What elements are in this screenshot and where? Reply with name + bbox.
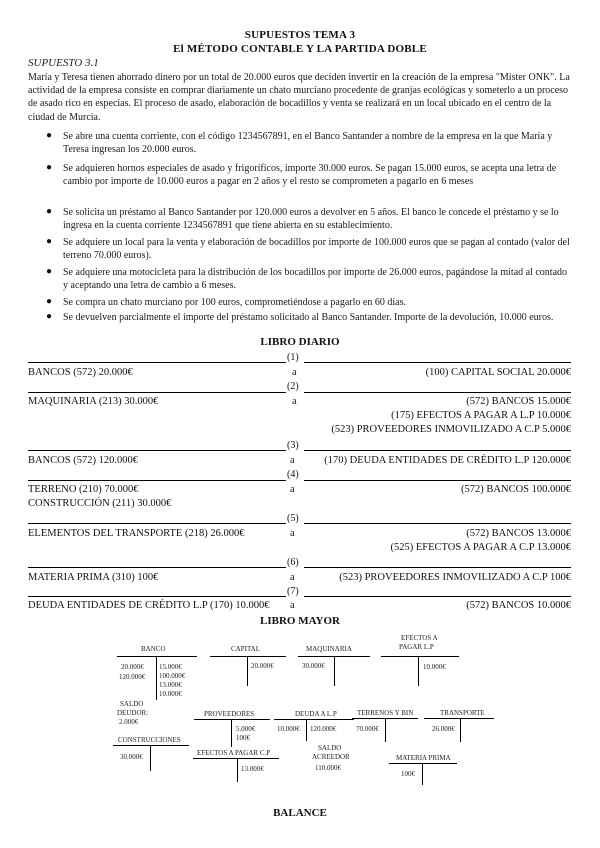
separator-line bbox=[28, 567, 286, 568]
t-account-name: CONSTRUCCIONES bbox=[118, 736, 181, 744]
saldo-acreedor-label: ACREEDOR bbox=[312, 753, 350, 761]
haber-value: 10.000€ bbox=[159, 690, 182, 698]
bullet-item: Se abre una cuenta corriente, con el código 1234567891, en el Banco Santander a nombre de la empresa en la que María y Teresa ingresan los 20.000 euros. bbox=[63, 131, 553, 155]
t-account-vline bbox=[247, 656, 248, 686]
separator-line bbox=[28, 596, 286, 597]
document-subtitle: El MÉTODO CONTABLE Y LA PARTIDA DOBLE bbox=[173, 43, 427, 55]
credit-line: (523) PROVEEDORES INMOVILIZADO A C.P 5.000€ bbox=[331, 424, 571, 435]
t-account-hline bbox=[117, 656, 197, 657]
saldo-deudor-label: DEUDOR: bbox=[117, 709, 149, 717]
t-account-name: TRANSPORTE bbox=[440, 709, 485, 717]
debit-line: BANCOS (572) 120.000€ bbox=[28, 455, 138, 466]
t-account-name: MAQUINARIA bbox=[306, 645, 352, 653]
t-account-vline bbox=[306, 719, 307, 741]
t-account-vline bbox=[422, 763, 423, 785]
debit-line: MAQUINARIA (213) 30.000€ bbox=[28, 396, 159, 407]
haber-value: 20.000€ bbox=[251, 662, 274, 670]
debe-value: 20.000€ bbox=[121, 663, 144, 671]
t-account-name: EFECTOS A bbox=[401, 634, 438, 642]
t-account-hline bbox=[274, 719, 354, 720]
bullet-icon: ● bbox=[46, 266, 53, 277]
debe-value: 30.000€ bbox=[302, 662, 325, 670]
separator-line bbox=[304, 567, 571, 568]
t-account-hline bbox=[193, 758, 279, 759]
t-account-vline bbox=[418, 656, 419, 686]
separator-line bbox=[28, 523, 286, 524]
bullet-item: Se solicita un préstamo al Banco Santander por 120.000 euros a devolver en 5 años. El banco le concede el préstamo y se lo ingresa en la cuenta corriente 1234567891 que tiene abierta en su establecimiento. bbox=[63, 207, 559, 231]
credit-line: (100) CAPITAL SOCIAL 20.000€ bbox=[425, 367, 571, 378]
t-account-name: MATERIA PRIMA bbox=[396, 754, 451, 762]
t-account-hline bbox=[389, 763, 457, 764]
credit-line: (572) BANCOS 100.000€ bbox=[461, 484, 571, 495]
separator-line bbox=[28, 480, 286, 481]
t-account-vline bbox=[156, 656, 157, 700]
credit-line: (170) DEUDA ENTIDADES DE CRÉDITO L.P 120.000€ bbox=[324, 455, 571, 466]
separator-line bbox=[304, 596, 571, 597]
bullet-item: Se devuelven parcialmente el importe del préstamo solicitado al Banco Santander. Importe de la devolución, 10.000 euros. bbox=[63, 312, 554, 323]
a-connector: a bbox=[290, 572, 295, 583]
separator-line bbox=[304, 392, 571, 393]
a-connector: a bbox=[290, 484, 295, 495]
t-account-vline bbox=[460, 718, 461, 742]
separator-line bbox=[28, 362, 286, 363]
debit-line: ELEMENTOS DEL TRANSPORTE (218) 26.000€ bbox=[28, 528, 245, 539]
t-account-name: BANCO bbox=[141, 645, 166, 653]
a-connector: a bbox=[290, 455, 295, 466]
credit-line: (525) EFECTOS A PAGAR A C.P 13.000€ bbox=[390, 542, 571, 553]
separator-line bbox=[304, 523, 571, 524]
entry-number: (2) bbox=[287, 381, 299, 392]
libro-mayor-title: LIBRO MAYOR bbox=[260, 615, 340, 627]
t-account-name: CAPITAL bbox=[231, 645, 260, 653]
a-connector: a bbox=[292, 396, 297, 407]
saldo-acreedor-label: SALDO bbox=[318, 744, 342, 752]
haber-value: 100€ bbox=[236, 734, 250, 742]
t-account-name: PROVEEDORES bbox=[204, 710, 255, 718]
t-account-name: DEUDA A L.P bbox=[295, 710, 337, 718]
libro-diario-title: LIBRO DIARIO bbox=[260, 336, 340, 348]
entry-number: (6) bbox=[287, 557, 299, 568]
t-account-name: EFECTOS A PAGAR C.P bbox=[197, 749, 271, 757]
bullet-icon: ● bbox=[46, 162, 53, 173]
separator-line bbox=[28, 392, 286, 393]
debe-value: 120.000€ bbox=[119, 673, 146, 681]
t-account-hline bbox=[424, 718, 494, 719]
separator-line bbox=[304, 450, 571, 451]
bullet-icon: ● bbox=[46, 130, 53, 141]
haber-value: 13.000€ bbox=[241, 765, 264, 773]
haber-value: 15.000€ bbox=[159, 663, 182, 671]
t-account-name: PAGAR L.P bbox=[399, 643, 434, 651]
t-account-hline bbox=[194, 719, 270, 720]
bullet-icon: ● bbox=[46, 206, 53, 217]
credit-line: (175) EFECTOS A PAGAR A L.P 10.000€ bbox=[391, 410, 571, 421]
t-account-hline bbox=[113, 745, 189, 746]
debe-value: 100€ bbox=[401, 770, 415, 778]
t-account-hline bbox=[381, 656, 459, 657]
bullet-icon: ● bbox=[46, 236, 53, 247]
haber-value: 5.000€ bbox=[236, 725, 256, 733]
debit-line: BANCOS (572) 20.000€ bbox=[28, 367, 133, 378]
entry-number: (3) bbox=[287, 440, 299, 451]
balance-title: BALANCE bbox=[273, 807, 327, 819]
saldo-deudor-label: SALDO bbox=[120, 700, 144, 708]
haber-value: 120.000€ bbox=[310, 725, 337, 733]
separator-line bbox=[28, 450, 286, 451]
document-title: SUPUESTOS TEMA 3 bbox=[244, 29, 356, 41]
saldo-acreedor-value: 110.000€ bbox=[315, 764, 341, 772]
debit-line: DEUDA ENTIDADES DE CRÉDITO L.P (170) 10.000€ bbox=[28, 600, 270, 611]
debit-line: TERRENO (210) 70.000€ bbox=[28, 484, 139, 495]
separator-line bbox=[304, 362, 571, 363]
credit-line: (572) BANCOS 13.000€ bbox=[466, 528, 571, 539]
haber-value: 13.000€ bbox=[159, 681, 182, 689]
exercise-label: SUPUESTO 3.1 bbox=[28, 57, 99, 69]
t-account-hline bbox=[210, 656, 286, 657]
bullet-item: Se adquiere un local para la venta y elaboración de bocadillos por importe de 100.000 euros que se pagan al contado (valor del terreno 70.000 euros). bbox=[63, 237, 570, 261]
bullet-icon: ● bbox=[46, 296, 53, 307]
haber-value: 100.000€ bbox=[159, 672, 186, 680]
a-connector: a bbox=[290, 600, 295, 611]
bullet-item: Se adquieren hornos especiales de asado y frigoríficos, importe 30.000 euros. Se pagan 15.000 euros, se acepta una letra de cambio por importe de 10.000 euros a pagar en 2 años y el resto se comprometen a pagarlo en 6 meses bbox=[63, 163, 557, 187]
entry-number: (5) bbox=[287, 513, 299, 524]
a-connector: a bbox=[292, 367, 297, 378]
credit-line: (523) PROVEEDORES INMOVILIZADO A C.P 100€ bbox=[339, 572, 571, 583]
entry-number: (7) bbox=[287, 586, 299, 597]
t-account-vline bbox=[385, 718, 386, 742]
saldo-deudor-value: 2.000€ bbox=[119, 718, 139, 726]
a-connector: a bbox=[290, 528, 295, 539]
t-account-vline bbox=[150, 745, 151, 771]
t-account-vline bbox=[231, 719, 232, 747]
bullet-item: Se adquiere una motocicleta para la distribución de los bocadillos por importe de 26.000 euros, pagándose la mitad al contado y aceptando una letra de cambio a 6 meses. bbox=[63, 267, 568, 291]
debit-line: MATERIA PRIMA (310) 100€ bbox=[28, 572, 159, 583]
debe-value: 10.000€ bbox=[277, 725, 300, 733]
credit-line: (572) BANCOS 10.000€ bbox=[466, 600, 571, 611]
debe-value: 70.000€ bbox=[356, 725, 379, 733]
t-account-name: TERRENOS Y BIN bbox=[357, 709, 414, 717]
debit-line: CONSTRUCCIÓN (211) 30.000€ bbox=[28, 498, 172, 509]
debe-value: 26.000€ bbox=[432, 725, 455, 733]
haber-value: 10.000€ bbox=[423, 663, 446, 671]
entry-number: (4) bbox=[287, 469, 299, 480]
t-account-vline bbox=[334, 656, 335, 686]
debe-value: 30.000€ bbox=[120, 753, 143, 761]
entry-number: (1) bbox=[287, 352, 299, 363]
bullet-icon: ● bbox=[46, 311, 53, 322]
separator-line bbox=[304, 480, 571, 481]
t-account-vline bbox=[237, 758, 238, 782]
exercise-intro: María y Teresa tienen ahorrado dinero por un total de 20.000 euros que deciden invertir en la creación de la empresa "Mister ONK". La actividad de la empresa consiste en comprar diariamente un chato murciano procedente de granjas ecológicas y someterlo a un proceso de asado rico en especias. El proceso de asado, elaboración de bocadillos y venta se realizará en un local ubicado en el centro de la ciudad de Murcia. bbox=[28, 72, 570, 123]
bullet-item: Se compra un chato murciano por 100 euros, comprometiéndose a pagarlo en 60 días. bbox=[63, 297, 406, 308]
credit-line: (572) BANCOS 15.000€ bbox=[466, 396, 571, 407]
